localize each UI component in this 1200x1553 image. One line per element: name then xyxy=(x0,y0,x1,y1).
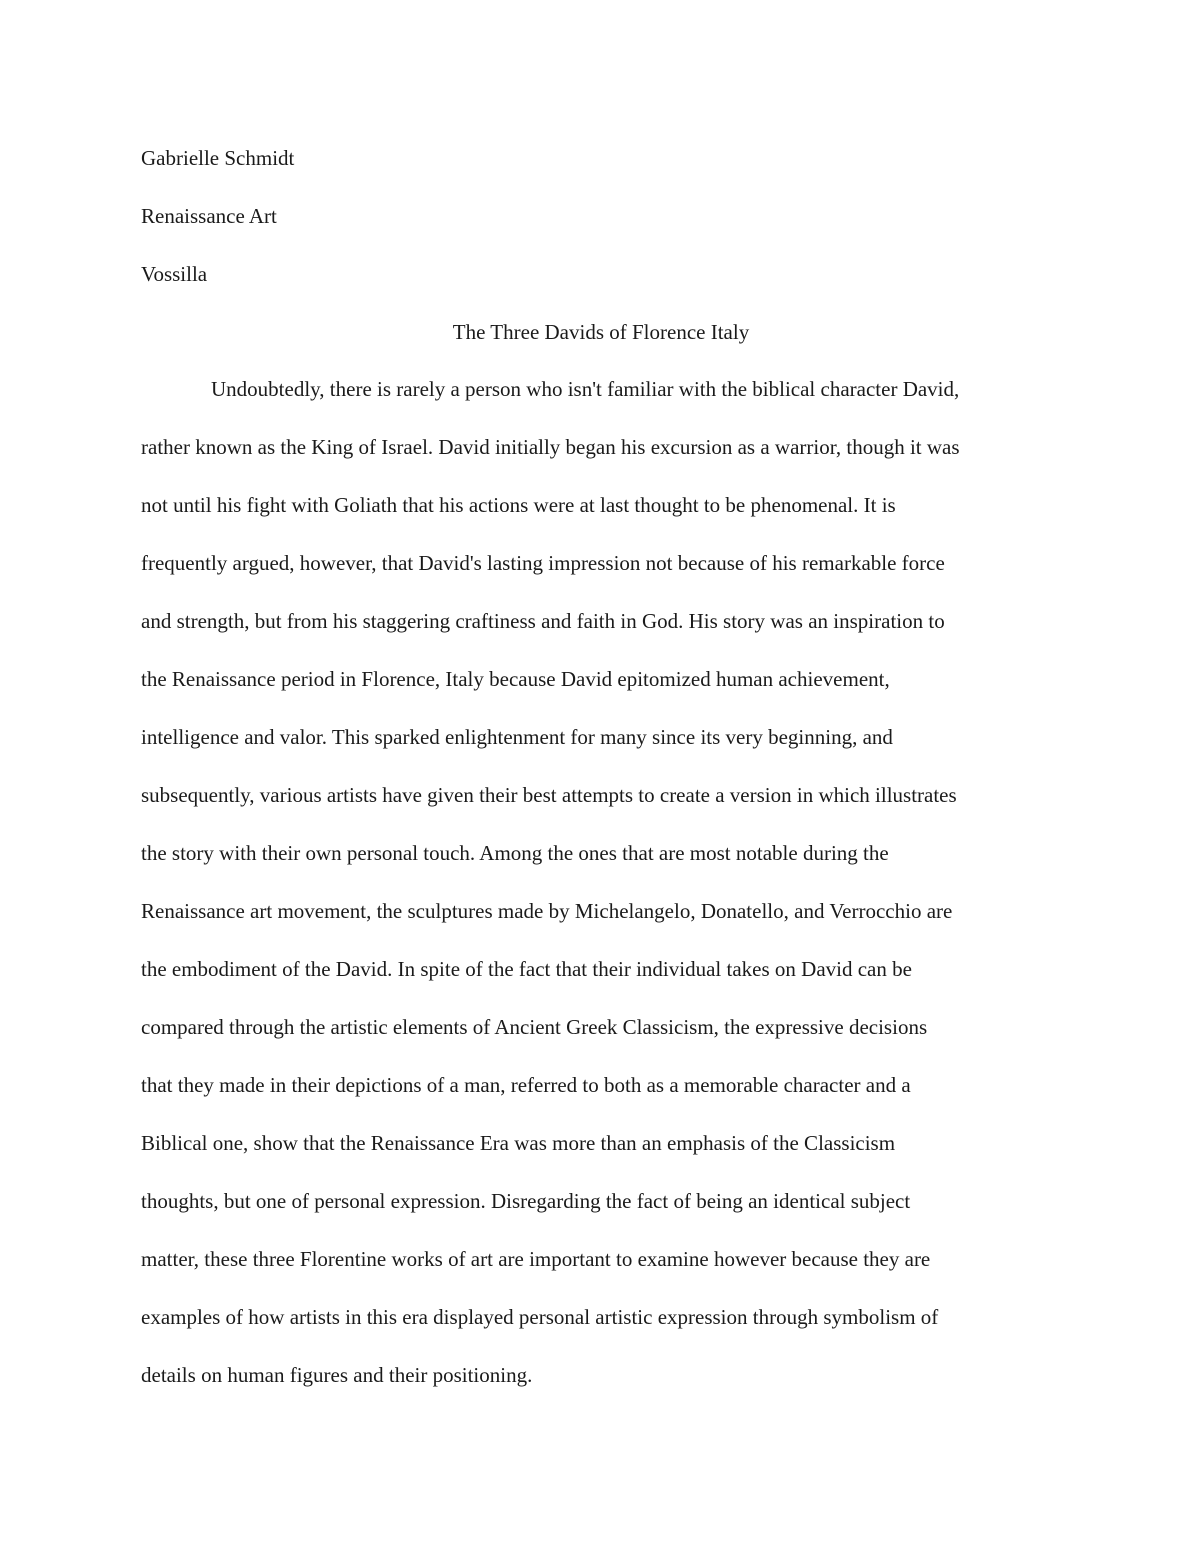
paragraph-line: subsequently, various artists have given their best attempts to create a version in which illustrates xyxy=(141,783,957,807)
paragraph-line: matter, these three Florentine works of art are important to examine however because they are xyxy=(141,1247,931,1271)
paragraph-line: rather known as the King of Israel. David initially began his excursion as a warrior, though it was xyxy=(141,435,960,459)
paragraph-line: that they made in their depictions of a man, referred to both as a memorable character and a xyxy=(141,1073,911,1097)
paragraph-line: and strength, but from his staggering craftiness and faith in God. His story was an inspiration to xyxy=(141,609,945,633)
author-name: Gabrielle Schmidt xyxy=(141,146,295,170)
paragraph-line: not until his fight with Goliath that his actions were at last thought to be phenomenal. It is xyxy=(141,493,896,517)
paragraph-line: thoughts, but one of personal expression. Disregarding the fact of being an identical subject xyxy=(141,1189,911,1213)
paragraph-line: compared through the artistic elements of Ancient Greek Classicism, the expressive decisions xyxy=(141,1015,928,1039)
paragraph-line: frequently argued, however, that David's lasting impression not because of his remarkable force xyxy=(141,551,945,575)
paragraph-line: intelligence and valor. This sparked enlightenment for many since its very beginning, and xyxy=(141,725,893,749)
paragraph-line: the Renaissance period in Florence, Italy because David epitomized human achievement, xyxy=(141,667,890,691)
paragraph-line: the embodiment of the David. In spite of the fact that their individual takes on David can be xyxy=(141,957,912,981)
paragraph-line: examples of how artists in this era displayed personal artistic expression through symbolism of xyxy=(141,1305,939,1329)
paragraph-line: Undoubtedly, there is rarely a person who isn't familiar with the biblical character David, xyxy=(211,377,960,401)
instructor-name: Vossilla xyxy=(141,262,208,286)
paragraph-line: Renaissance art movement, the sculptures made by Michelangelo, Donatello, and Verrocchio are xyxy=(141,899,953,923)
essay-title: The Three Davids of Florence Italy xyxy=(452,320,750,344)
paragraph-line: the story with their own personal touch. Among the ones that are most notable during the xyxy=(141,841,889,865)
paragraph-line: Biblical one, show that the Renaissance Era was more than an emphasis of the Classicism xyxy=(141,1131,896,1155)
paragraph-line: details on human figures and their positioning. xyxy=(141,1363,533,1387)
essay-header xyxy=(141,129,1061,361)
course-name: Renaissance Art xyxy=(141,204,277,228)
body-paragraph xyxy=(141,360,1061,1404)
